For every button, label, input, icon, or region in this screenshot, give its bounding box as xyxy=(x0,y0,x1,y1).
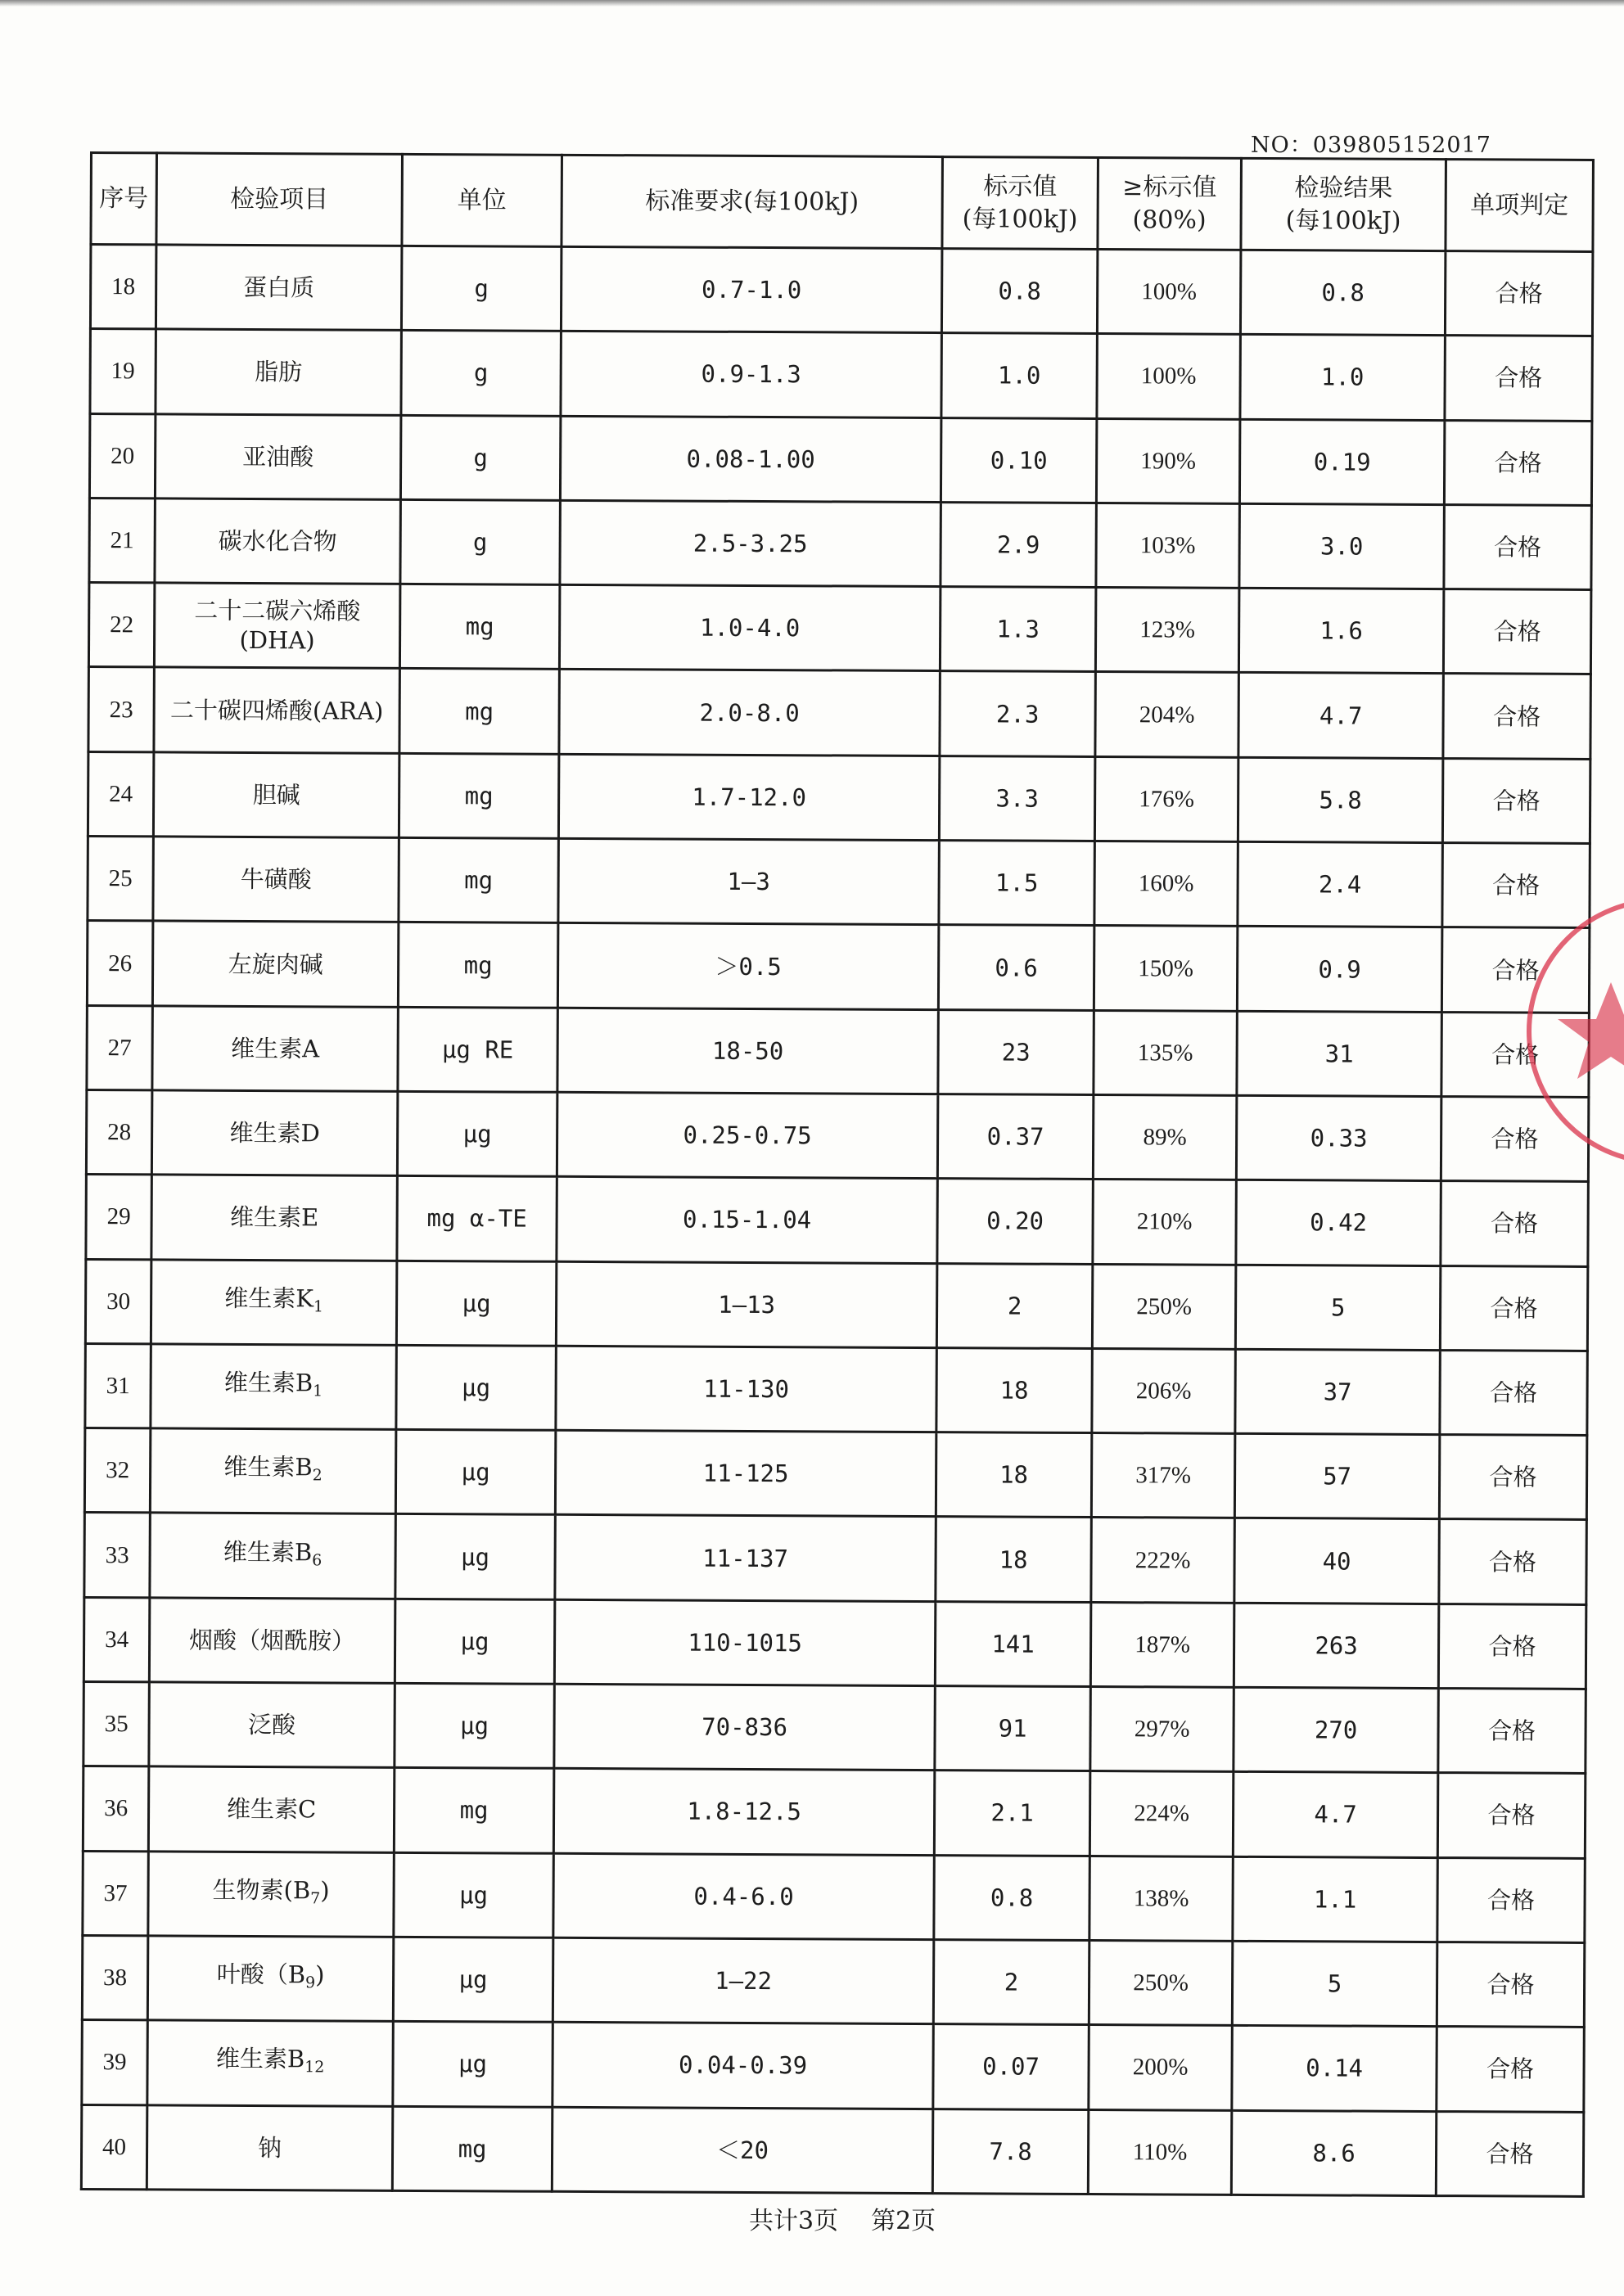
row-unit: mg xyxy=(399,753,559,838)
row-verdict: 合格 xyxy=(1442,758,1590,843)
row-unit: μg xyxy=(395,1514,556,1599)
row-standard: ＜20 xyxy=(552,2107,932,2194)
row-label-value: 141 xyxy=(935,1601,1091,1686)
row-standard: 11-130 xyxy=(556,1346,936,1432)
row-verdict: 合格 xyxy=(1437,1773,1586,1858)
row-item-subscript: 12 xyxy=(304,2058,325,2077)
row-item-tail: ) xyxy=(320,1876,330,1905)
row-ratio: 250% xyxy=(1092,1264,1236,1349)
row-item-name: 蛋白质 xyxy=(243,273,315,302)
row-item-name: 烟酸（烟酰胺） xyxy=(189,1626,356,1655)
row-ratio: 110% xyxy=(1088,2109,1232,2195)
row-item-name: 泛酸 xyxy=(248,1711,296,1739)
row-verdict: 合格 xyxy=(1444,504,1592,589)
row-ratio: 100% xyxy=(1097,250,1241,335)
row-result: 0.14 xyxy=(1232,2026,1437,2112)
row-verdict: 合格 xyxy=(1437,1857,1586,1942)
row-label-value: 0.8 xyxy=(941,249,1098,334)
row-verdict: 合格 xyxy=(1441,927,1590,1013)
table-row xyxy=(86,1175,1588,1266)
row-unit: mg xyxy=(392,2106,553,2191)
row-index: 19 xyxy=(90,329,156,414)
row-verdict: 合格 xyxy=(1441,1012,1590,1097)
row-result: 5 xyxy=(1235,1265,1441,1351)
row-item-name: 碳水化合物 xyxy=(218,526,337,556)
row-standard: 0.04-0.39 xyxy=(553,2023,933,2109)
row-item-name: 维生素A xyxy=(231,1034,320,1063)
row-index: 39 xyxy=(82,2020,148,2105)
row-item xyxy=(151,1090,398,1176)
row-verdict: 合格 xyxy=(1440,1265,1588,1351)
row-result: 0.9 xyxy=(1237,927,1442,1013)
row-standard: 1—13 xyxy=(556,1261,936,1348)
row-verdict: 合格 xyxy=(1444,420,1592,505)
row-unit: μg xyxy=(393,2022,553,2107)
row-unit: μg xyxy=(395,1683,555,1768)
row-item xyxy=(156,245,402,331)
row-item-name: 脂肪 xyxy=(255,358,303,386)
row-unit: mg xyxy=(399,584,560,670)
row-item-name: 维生素B xyxy=(215,2045,305,2073)
row-unit: mg xyxy=(394,1768,554,1853)
header-result xyxy=(1241,158,1446,250)
row-item xyxy=(152,1006,399,1092)
row-verdict: 合格 xyxy=(1439,1519,1587,1604)
row-unit: mg xyxy=(399,837,559,922)
row-index: 29 xyxy=(86,1175,152,1260)
table-row xyxy=(86,1089,1588,1181)
row-index: 33 xyxy=(84,1513,151,1598)
total-pages: 共计3页 xyxy=(749,2207,839,2235)
row-item xyxy=(147,2020,394,2106)
row-item xyxy=(147,1936,394,2022)
row-item-name: 维生素C xyxy=(226,1795,317,1824)
row-result: 4.7 xyxy=(1238,673,1444,759)
header-ratio xyxy=(1098,158,1242,250)
row-result: 263 xyxy=(1234,1603,1439,1689)
row-standard: 1—3 xyxy=(558,838,939,925)
row-verdict: 合格 xyxy=(1445,336,1593,421)
row-index: 37 xyxy=(83,1851,149,1936)
row-index: 38 xyxy=(82,1935,148,2020)
row-verdict: 合格 xyxy=(1442,843,1590,928)
table-row xyxy=(89,413,1591,505)
row-verdict: 合格 xyxy=(1437,1942,1585,2028)
row-standard: 110-1015 xyxy=(554,1599,935,1686)
row-ratio: 89% xyxy=(1093,1094,1237,1180)
row-result: 37 xyxy=(1235,1349,1441,1435)
table-row xyxy=(82,2020,1584,2112)
row-verdict: 合格 xyxy=(1443,674,1591,759)
row-unit: mg xyxy=(399,669,560,754)
row-ratio: 200% xyxy=(1089,2025,1233,2110)
row-item xyxy=(151,1344,397,1430)
row-item xyxy=(152,921,399,1007)
row-standard: 0.08-1.00 xyxy=(560,416,941,503)
row-item xyxy=(154,667,400,753)
row-result: 3.0 xyxy=(1239,503,1445,589)
row-label-value: 7.8 xyxy=(932,2109,1089,2194)
row-result: 0.42 xyxy=(1236,1180,1441,1266)
row-label-value: 0.07 xyxy=(933,2024,1089,2109)
inspection-table xyxy=(80,151,1595,2198)
row-index: 22 xyxy=(88,583,155,668)
row-ratio: 160% xyxy=(1094,841,1238,927)
row-standard: 0.9-1.3 xyxy=(561,332,941,418)
row-result: 31 xyxy=(1237,1011,1442,1097)
header-ratio-line2: (80%) xyxy=(1132,205,1207,235)
row-ratio: 123% xyxy=(1095,588,1239,673)
row-item xyxy=(153,752,399,838)
row-result: 4.7 xyxy=(1233,1772,1438,1858)
row-unit: μg xyxy=(396,1345,557,1430)
row-label-value: 0.37 xyxy=(937,1094,1094,1180)
row-standard: 0.25-0.75 xyxy=(557,1092,937,1179)
row-result: 8.6 xyxy=(1231,2110,1437,2196)
row-unit: μg xyxy=(397,1091,557,1176)
row-standard: 0.7-1.0 xyxy=(561,246,941,333)
table-header-row xyxy=(91,153,1594,252)
row-label-value: 0.8 xyxy=(934,1855,1090,1940)
row-item-subscript: 1 xyxy=(313,1297,324,1316)
row-item-name: 维生素D xyxy=(229,1118,320,1148)
row-standard: ＞0.5 xyxy=(557,923,938,1010)
row-ratio: 317% xyxy=(1091,1433,1235,1518)
row-item-name: 左旋肉碱 xyxy=(228,950,323,978)
row-unit: mg xyxy=(398,922,558,1008)
row-result: 5 xyxy=(1232,1941,1437,2027)
row-label-value: 18 xyxy=(936,1347,1093,1432)
row-ratio: 206% xyxy=(1092,1348,1236,1433)
table-row xyxy=(83,1597,1586,1689)
row-standard: 11-125 xyxy=(555,1430,936,1517)
row-verdict: 合格 xyxy=(1441,1097,1589,1182)
row-label-value: 2.1 xyxy=(934,1770,1090,1856)
row-ratio: 222% xyxy=(1091,1518,1235,1603)
row-index: 32 xyxy=(84,1428,151,1513)
row-ratio: 103% xyxy=(1096,503,1240,588)
row-item-subscript: 2 xyxy=(312,1466,323,1485)
row-item xyxy=(153,837,399,922)
row-verdict: 合格 xyxy=(1441,1181,1589,1266)
report-number: NO：039805152017 xyxy=(1251,133,1491,158)
header-label-value-line2: (每100kJ) xyxy=(962,204,1078,234)
table-row xyxy=(88,751,1590,843)
row-item xyxy=(150,1428,396,1514)
row-unit: g xyxy=(401,331,562,416)
row-label-value: 23 xyxy=(938,1009,1094,1094)
row-item-name: 维生素E xyxy=(229,1203,319,1232)
row-standard: 0.4-6.0 xyxy=(553,1853,934,1940)
row-index: 27 xyxy=(87,1005,153,1090)
row-item xyxy=(149,1682,395,1768)
table-row xyxy=(90,245,1592,336)
table-row xyxy=(84,1513,1586,1604)
header-item: 检验项目 xyxy=(156,153,403,246)
row-standard: 2.0-8.0 xyxy=(559,670,940,756)
row-ratio: 190% xyxy=(1096,418,1240,503)
row-standard: 70-836 xyxy=(554,1684,935,1770)
row-item xyxy=(150,1513,396,1599)
row-item-name: 维生素B xyxy=(223,1453,313,1482)
row-label-value: 2.3 xyxy=(940,671,1096,756)
header-ratio-line1: ≥标示值 xyxy=(1122,172,1217,202)
row-item-name: 胆碱 xyxy=(252,780,300,810)
row-unit: μg xyxy=(394,1852,554,1937)
row-verdict: 合格 xyxy=(1438,1604,1586,1689)
row-item xyxy=(155,413,401,499)
header-label-value xyxy=(942,157,1098,250)
row-verdict: 合格 xyxy=(1437,2027,1585,2112)
table-row xyxy=(83,1766,1585,1858)
row-ratio: 135% xyxy=(1094,1010,1238,1095)
row-result: 270 xyxy=(1234,1687,1439,1773)
row-item-name: 牛磺酸 xyxy=(240,865,312,894)
row-standard: 11-137 xyxy=(555,1515,936,1602)
row-result: 5.8 xyxy=(1238,757,1443,843)
table-row xyxy=(88,583,1590,674)
row-standard: 2.5-3.25 xyxy=(560,500,941,587)
row-index: 30 xyxy=(85,1259,151,1344)
row-standard: 0.15-1.04 xyxy=(557,1177,937,1264)
table-row xyxy=(82,1935,1584,2027)
row-index: 40 xyxy=(81,2104,147,2190)
table-row xyxy=(85,1259,1587,1351)
row-ratio: 187% xyxy=(1090,1602,1234,1687)
row-index: 18 xyxy=(90,245,156,330)
row-result: 0.19 xyxy=(1239,419,1445,505)
row-index: 24 xyxy=(88,751,154,837)
row-standard: 1.7-12.0 xyxy=(558,754,939,841)
row-result: 57 xyxy=(1234,1434,1440,1520)
row-item-abbrev: (DHA) xyxy=(239,626,315,655)
row-result: 40 xyxy=(1234,1518,1440,1604)
table-row xyxy=(89,498,1591,589)
row-label-value: 2 xyxy=(936,1263,1093,1348)
row-ratio: 100% xyxy=(1097,334,1241,419)
row-item xyxy=(148,1766,395,1852)
header-standard: 标准要求(每100kJ) xyxy=(562,155,943,248)
row-item-name: 钠 xyxy=(257,2133,282,2162)
header-verdict: 单项判定 xyxy=(1446,160,1594,252)
row-index: 21 xyxy=(89,498,156,583)
row-unit: μg xyxy=(395,1599,555,1684)
header-label-value-line1: 标示值 xyxy=(983,171,1058,201)
row-unit: μg xyxy=(396,1261,557,1346)
scan-edge xyxy=(0,0,1624,7)
row-item-name: 生物素(B xyxy=(212,1875,311,1905)
row-label-value: 1.5 xyxy=(939,841,1095,926)
row-result: 1.6 xyxy=(1238,589,1444,674)
row-item-name: 二十碳四烯酸(ARA) xyxy=(169,696,384,725)
table-row xyxy=(85,1343,1587,1435)
row-unit: μg xyxy=(393,1937,553,2022)
row-ratio: 204% xyxy=(1095,672,1239,757)
row-verdict: 合格 xyxy=(1443,589,1591,674)
row-result: 1.1 xyxy=(1233,1856,1438,1942)
row-item xyxy=(151,1175,398,1261)
row-label-value: 18 xyxy=(936,1517,1092,1602)
table-row xyxy=(81,2104,1583,2196)
row-unit: μg xyxy=(395,1430,556,1515)
row-unit: μg RE xyxy=(398,1007,558,1092)
row-label-value: 18 xyxy=(936,1432,1092,1518)
row-label-value: 0.6 xyxy=(938,925,1094,1010)
row-verdict: 合格 xyxy=(1439,1435,1587,1520)
row-index: 28 xyxy=(86,1089,152,1175)
row-item-tail: ) xyxy=(315,1960,325,1989)
row-verdict: 合格 xyxy=(1440,1350,1588,1435)
row-label-value: 2.9 xyxy=(941,502,1097,587)
table-row xyxy=(83,1851,1585,1942)
row-unit: g xyxy=(400,499,561,584)
row-unit: g xyxy=(400,415,561,500)
row-label-value: 1.3 xyxy=(940,587,1096,672)
row-index: 20 xyxy=(89,413,156,498)
header-result-line2: (每100kJ) xyxy=(1285,205,1401,236)
row-index: 25 xyxy=(88,837,154,922)
header-index: 序号 xyxy=(91,153,157,245)
row-result: 2.4 xyxy=(1238,841,1443,927)
row-unit: g xyxy=(401,246,562,331)
row-standard: 1.0-4.0 xyxy=(559,584,940,671)
row-index: 35 xyxy=(83,1682,150,1767)
row-ratio: 250% xyxy=(1089,1940,1233,2025)
row-label-value: 1.0 xyxy=(941,333,1098,418)
table-row xyxy=(88,837,1590,928)
row-ratio: 224% xyxy=(1089,1771,1234,1856)
row-item xyxy=(151,1259,397,1345)
row-item-name: 维生素B xyxy=(223,1537,313,1566)
row-item-subscript: 1 xyxy=(313,1382,323,1401)
row-item-name: 维生素B xyxy=(223,1368,314,1397)
table-row xyxy=(90,329,1592,421)
row-item-name: 维生素K xyxy=(224,1283,314,1313)
row-index: 23 xyxy=(88,667,155,752)
row-item-subscript: 7 xyxy=(310,1889,321,1908)
row-result: 1.0 xyxy=(1240,335,1446,421)
row-verdict: 合格 xyxy=(1445,251,1593,336)
row-item-subscript: 6 xyxy=(312,1550,323,1569)
row-label-value: 3.3 xyxy=(939,756,1095,841)
row-ratio: 297% xyxy=(1090,1687,1234,1772)
row-item xyxy=(156,329,402,415)
row-index: 31 xyxy=(85,1343,151,1428)
row-standard: 18-50 xyxy=(557,1008,938,1094)
row-unit: mg α-TE xyxy=(397,1176,557,1261)
row-item-name: 叶酸（B xyxy=(216,1960,306,1989)
table-row xyxy=(83,1682,1586,1774)
row-label-value: 91 xyxy=(935,1686,1091,1771)
row-result: 0.33 xyxy=(1236,1095,1441,1181)
row-ratio: 138% xyxy=(1089,1856,1234,1941)
row-ratio: 210% xyxy=(1093,1180,1237,1265)
row-index: 34 xyxy=(83,1597,150,1682)
row-label-value: 0.10 xyxy=(941,417,1097,503)
header-unit: 单位 xyxy=(402,154,562,246)
row-index: 26 xyxy=(87,921,153,1006)
row-item-name: 二十二碳六烯酸 xyxy=(194,596,361,625)
row-standard: 1—22 xyxy=(553,1937,933,2024)
header-result-line1: 检验结果 xyxy=(1294,173,1393,203)
table-row xyxy=(88,667,1590,759)
row-item-name: 亚油酸 xyxy=(242,442,314,471)
table-row xyxy=(87,921,1589,1013)
row-item xyxy=(148,1852,395,1937)
row-item xyxy=(149,1598,395,1684)
row-item xyxy=(154,583,400,669)
row-verdict: 合格 xyxy=(1436,2111,1584,2196)
row-label-value: 2 xyxy=(933,1940,1089,2025)
row-ratio: 176% xyxy=(1094,756,1238,841)
row-label-value: 0.20 xyxy=(937,1179,1094,1264)
table-row xyxy=(87,1005,1589,1097)
page-number: 第2页 xyxy=(871,2207,936,2235)
row-ratio: 150% xyxy=(1094,926,1238,1011)
row-item xyxy=(155,498,401,584)
row-standard: 1.8-12.5 xyxy=(553,1769,934,1856)
row-item-subscript: 9 xyxy=(304,1973,316,1992)
row-item xyxy=(147,2104,393,2190)
page-footer xyxy=(749,2200,968,2236)
row-index: 36 xyxy=(83,1766,149,1852)
row-result: 0.8 xyxy=(1240,250,1446,336)
table-row xyxy=(84,1428,1586,1520)
row-verdict: 合格 xyxy=(1438,1689,1586,1774)
